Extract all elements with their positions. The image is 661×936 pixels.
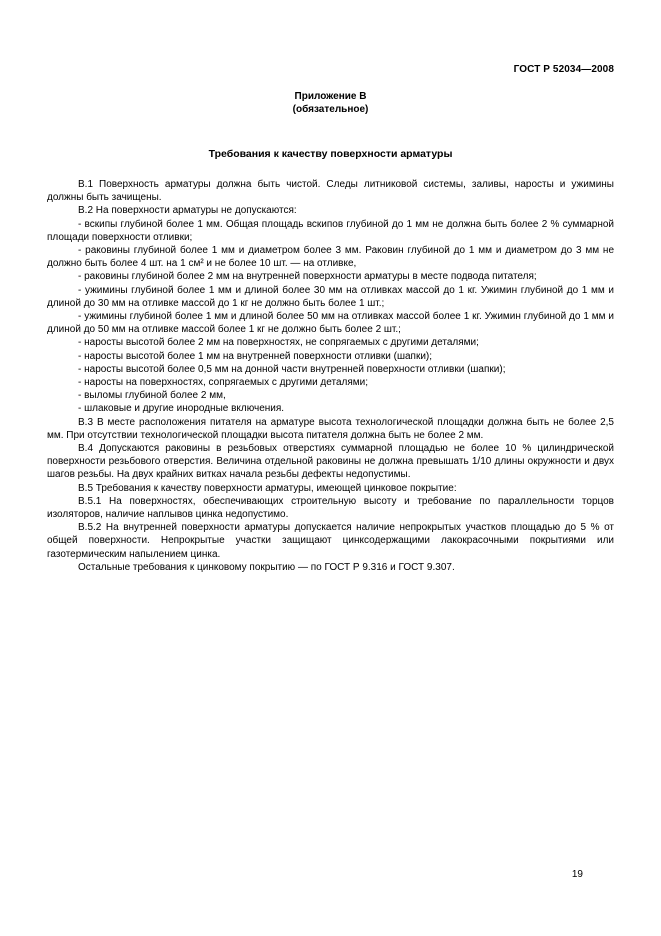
list-item-vylomy: - выломы глубиной более 2 мм, [78, 390, 226, 402]
list-item-narosty-2: - наросты высотой более 1 мм на внутренней поверхности отливки (шапки); [78, 350, 433, 362]
paragraph-b51: В.5.1 На поверхностях, обеспечивающих строительную высоту и требование по параллельности торцов изоляторов, наличие наплывов цинка недопустимо. [47, 495, 614, 521]
list-item-uzhiminy-1: - ужимины глубиной более 1 мм и длиной более 30 мм на отливках массой до 1 кг. Ужимин глубиной до 1 мм и длиной до 30 мм на отливке массой до 1 кг не должно быть более 1 шт.; [47, 284, 614, 309]
page-number: 19 [571, 869, 583, 880]
paragraph-b2: В.2 На поверхности арматуры не допускаются: [78, 205, 297, 217]
list-item-narosty-3: - наросты высотой более 0,5 мм на донной части внутренней поверхности отливки (шапки); [78, 363, 506, 375]
paragraph-b5: В.5 Требования к качеству поверхности арматуры, имеющей цинковое покрытие: [78, 482, 457, 494]
doc-header [514, 64, 614, 75]
doc-number: ГОСТ Р 52034—2008 [513, 64, 614, 75]
section-title: Требования к качеству поверхности арматуры [208, 148, 453, 160]
list-item-narosty-1: - наросты высотой более 2 мм на поверхностях, не сопрягаемых с другими деталями; [78, 337, 479, 349]
list-item-uzhiminy-2: - ужимины глубиной более 1 мм и длиной более 50 мм на отливках массой более 1 кг. Ужимин глубиной до 1 мм и длиной до 50 мм на отливке массой более 1 кг не должно быть более 2 шт.; [47, 311, 614, 336]
list-item-rakoviny-1: - раковины глубиной более 1 мм и диаметром более 3 мм. Раковин глубиной до 1 мм и диаметром до 3 мм не должно быть более 4 шт. на 1 см² и не более 10 шт. — на отливке, [47, 245, 614, 270]
list-item-narosty-4: - наросты на поверхностях, сопрягаемых с другими деталями; [78, 377, 369, 389]
list-item-shlakovye: - шлаковые и другие инородные включения. [78, 403, 285, 415]
paragraph-b4: В.4 Допускаются раковины в резьбовых отверстиях суммарной площадью не более 10 % цилиндрической поверхности резьбового отверстия. Величина отдельной раковины не должна превышать 1/10 длины окружности и двух шагов резьбы. На двух крайних витках начала резьбы дефекты недопустимы. [47, 443, 614, 481]
paragraph-b1: В.1 Поверхность арматуры должна быть чистой. Следы литниковой системы, заливы, наросты и ужимины должны быть зачищены. [47, 179, 614, 204]
paragraph-b52: В.5.2 На внутренней поверхности арматуры допускается наличие непрокрытых участков площадью до 5 % от общей поверхности. Непрокрытые участки защищают цинксодержащими лакокрасочными покрытиями или газотермическим напылением цинка. [47, 522, 614, 560]
document-body [47, 178, 614, 574]
paragraph-final: Остальные требования к цинковому покрытию — по ГОСТ Р 9.316 и ГОСТ 9.307. [78, 561, 455, 573]
appendix-label: Приложение В [294, 91, 367, 102]
appendix-status: (обязательное) [292, 103, 369, 115]
paragraph-b3: В.3 В месте расположения питателя на арматуре высота технологической площадки должна быть не более 2,5 мм. При отсутствии технологической площадки высота питателя должна быть не более 2 мм. [47, 416, 614, 441]
appendix-heading [0, 91, 661, 116]
list-item-rakoviny-2: - раковины глубиной более 2 мм на внутренней поверхности арматуры в месте подвода питателя; [78, 271, 537, 283]
list-item-vskipy: - вскипы глубиной более 1 мм. Общая площадь вскипов глубиной до 1 мм не должна быть более 2 % суммарной площади поверхности отливки; [47, 218, 614, 243]
